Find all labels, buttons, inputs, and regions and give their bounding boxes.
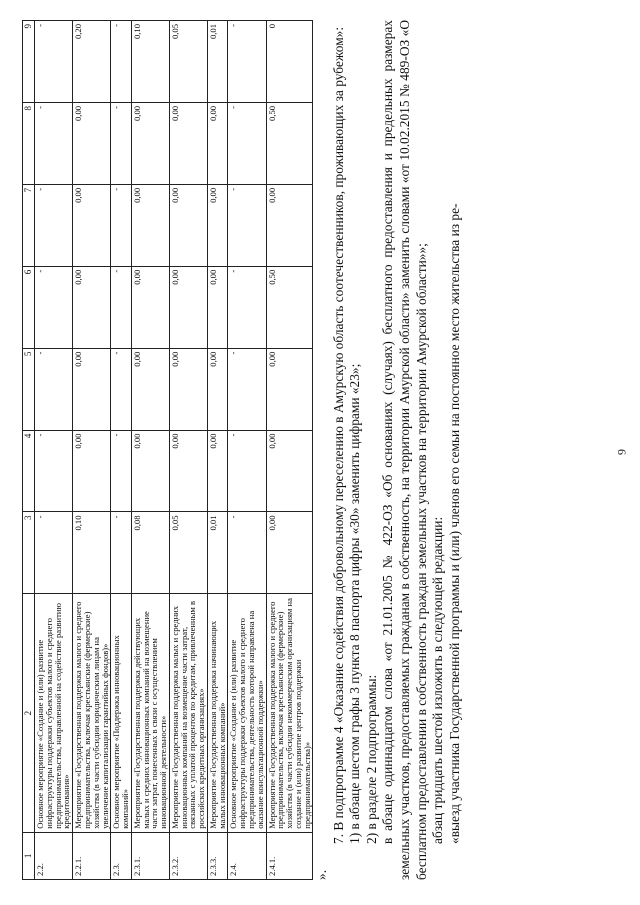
table-header-cell: 8 (23, 102, 35, 184)
value-cell: - (228, 266, 266, 348)
table-row (131, 21, 169, 880)
value-cell: - (35, 184, 73, 266)
table-header-cell: 6 (23, 266, 35, 348)
table-row (35, 21, 73, 880)
row-number-cell: 2.3.2. (169, 832, 207, 879)
value-cell: - (111, 266, 132, 348)
value-cell: - (35, 512, 73, 594)
value-cell: - (228, 512, 266, 594)
value-cell: 0,00 (169, 266, 207, 348)
row-number-cell: 2.3.3. (207, 832, 228, 879)
value-cell: 0,00 (207, 184, 228, 266)
value-cell: - (228, 21, 266, 103)
value-cell: - (35, 430, 73, 512)
paragraph-1: 7. В подпрограмме 4 «Оказание содействия добровольному переселению в Амурскую область соотечественников, проживающих за рубежом»: (330, 26, 346, 844)
value-cell: 0 (266, 21, 313, 103)
value-cell: - (111, 184, 132, 266)
table-row (266, 21, 313, 880)
value-cell: 0,08 (131, 512, 169, 594)
value-cell: 0,00 (169, 430, 207, 512)
table-header-cell: 9 (23, 21, 35, 103)
measure-name-cell: Мероприятие «Государственная поддержка действующих малых и средних инновационных компаний на возмещение части затрат, понесенных в связи с осуществлением инновационной деятельности» (131, 594, 169, 832)
value-cell: - (228, 102, 266, 184)
measure-name-cell: Основное мероприятие «Создание и (или) развитие инфраструктуры поддержки субъектов малого и среднего предпринимательства, направленной на содействие развитию кредитования» (35, 594, 73, 832)
value-cell: 0,00 (131, 348, 169, 430)
row-number-cell: 2.2. (35, 832, 73, 879)
table-body (35, 21, 313, 880)
table-header-cell: 2 (23, 594, 35, 832)
value-cell: 0,00 (169, 102, 207, 184)
value-cell: - (228, 348, 266, 430)
value-cell: 0,05 (169, 512, 207, 594)
value-cell: 0,00 (73, 184, 111, 266)
value-cell: - (111, 21, 132, 103)
row-number-cell: 2.3.1. (131, 832, 169, 879)
paragraph-6: «выезд участника Государственной программы и (или) членов его семьи на постоянное место жительства из ре- (446, 203, 462, 844)
paragraph-3: 2) в разделе 2 подпрограммы: (363, 674, 379, 844)
value-cell: 0,05 (169, 21, 207, 103)
paragraph-4: в абзаце одиннадцатом слова «от 21.01.2005 № 422-ОЗ «Об основаниях (случаях) бесплатного предоставления и предельных размерах земельных участков, предоставляемых гражданам в собственность, на территории Амурской области» заменить словами «от 10.02.2015 № 489-ОЗ «О бесплатном предоставлении в собственность граждан земельных участков на территории Амурской области»»; (380, 20, 429, 880)
value-cell: 0,10 (131, 21, 169, 103)
value-cell: 0,00 (73, 266, 111, 348)
measure-name-cell: Мероприятие «Государственная поддержка малого и среднего предпринимательства, включая крестьянские (фермерские) хозяйства (в части субсидии некоммерческим организациям на создание и (или) развитие центров поддержки предпринимательства)» (266, 594, 313, 832)
table-header-cell: 7 (23, 184, 35, 266)
value-cell: 0,00 (266, 348, 313, 430)
measure-name-cell: Мероприятие «Государственная поддержка малых и средних инновационных компаний на возмещение части затрат, связанных с уплатой процентов по кредитам, привлеченным в российских кредитных организациях» (169, 594, 207, 832)
table-header-cell: 4 (23, 430, 35, 512)
table-header-row (23, 21, 35, 880)
value-cell: 0,00 (73, 348, 111, 430)
table-header-cell: 1 (23, 832, 35, 879)
row-number-cell: 2.3. (111, 832, 132, 879)
row-number-cell: 2.4. (228, 832, 266, 879)
value-cell: 0,00 (131, 430, 169, 512)
value-cell: 0,00 (131, 184, 169, 266)
body-text (314, 20, 463, 880)
value-cell: 0,00 (131, 102, 169, 184)
value-cell: 0,00 (207, 102, 228, 184)
value-cell: - (111, 512, 132, 594)
paragraph-5: абзац тридцать шестой изложить в следующей редакции: (430, 516, 446, 844)
value-cell: - (111, 102, 132, 184)
value-cell: - (35, 21, 73, 103)
value-cell: - (35, 348, 73, 430)
value-cell: - (111, 348, 132, 430)
closing-quote: ». (314, 869, 329, 880)
value-cell: 0,00 (207, 430, 228, 512)
measure-name-cell: Основное мероприятие «Создание и (или) развитие инфраструктуры поддержки субъектов малого и среднего предпринимательства, деятельность которой направлена на оказание консультационной поддержки» (228, 594, 266, 832)
value-cell: 0,20 (73, 21, 111, 103)
value-cell: - (111, 430, 132, 512)
value-cell: 0,00 (266, 430, 313, 512)
value-cell: 0,00 (73, 430, 111, 512)
value-cell: 0,00 (207, 266, 228, 348)
measure-name-cell: Мероприятие «Государственная поддержка начинающих малых инновационных компаний» (207, 594, 228, 832)
value-cell: 0,00 (207, 348, 228, 430)
table-row (73, 21, 111, 880)
value-cell: 0,01 (207, 512, 228, 594)
measures-table (22, 20, 313, 880)
table-row (169, 21, 207, 880)
table-row (111, 21, 132, 880)
measure-name-cell: Основное мероприятие «Поддержка инновационных компаний» (111, 594, 132, 832)
table-header-cell: 3 (23, 512, 35, 594)
value-cell: 0,50 (266, 102, 313, 184)
value-cell: - (228, 430, 266, 512)
value-cell: 0,00 (169, 184, 207, 266)
value-cell: 0,10 (73, 512, 111, 594)
table-row (207, 21, 228, 880)
page-number: 9 (614, 449, 629, 455)
value-cell: 0,00 (266, 512, 313, 594)
value-cell: 0,00 (169, 348, 207, 430)
value-cell: 0,01 (207, 21, 228, 103)
paragraph-2: 1) в абзаце шестом графы 3 пункта 8 паспорта цифры «30» заменить цифрами «23»; (347, 363, 363, 844)
table-row (228, 21, 266, 880)
row-number-cell: 2.2.1. (73, 832, 111, 879)
row-number-cell: 2.4.1. (266, 832, 313, 879)
value-cell: - (228, 184, 266, 266)
value-cell: 0,00 (131, 266, 169, 348)
value-cell: 0,00 (73, 102, 111, 184)
value-cell: - (35, 266, 73, 348)
value-cell: 0,50 (266, 266, 313, 348)
rotated-page-content (22, 20, 622, 880)
measure-name-cell: Мероприятие «Государственная поддержка малого и среднего предпринимательства, включая крестьянские (фермерские) хозяйства (в части субсидии юридическим лицам на увеличение капитализации гарантийных фондов)» (73, 594, 111, 832)
value-cell: - (35, 102, 73, 184)
value-cell: 0,00 (266, 184, 313, 266)
table-header-cell: 5 (23, 348, 35, 430)
